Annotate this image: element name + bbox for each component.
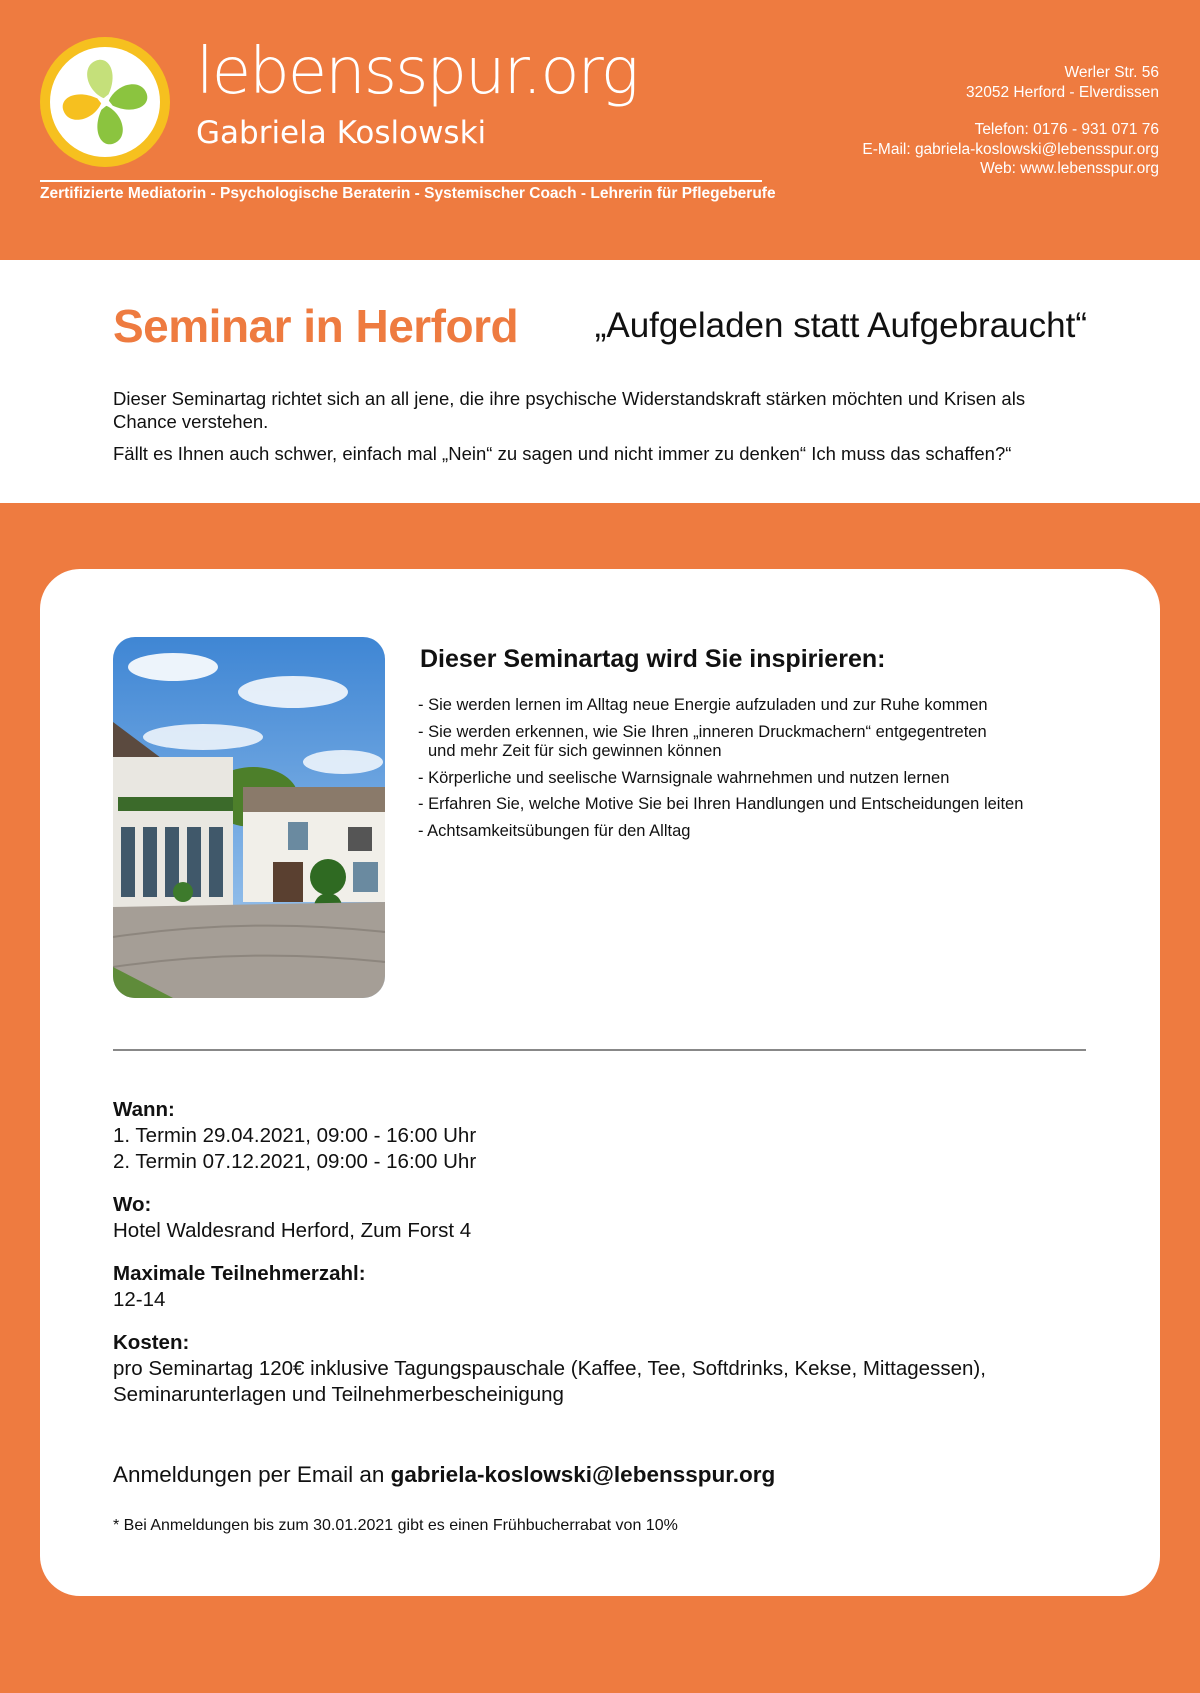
benefit-item: - Achtsamkeitsübungen für den Alltag [418, 821, 691, 840]
signup-prefix: Anmeldungen per Email an [113, 1462, 391, 1487]
cost-label: Kosten: [113, 1331, 190, 1354]
cost-block [113, 1330, 1093, 1408]
seminar-subtitle: „Aufgeladen statt Aufgebraucht“ [594, 306, 1087, 345]
early-bird-footnote: * Bei Anmeldungen bis zum 30.01.2021 gibt es einen Frühbucherrabat von 10% [113, 1517, 678, 1534]
benefits-list [418, 696, 1118, 848]
benefit-item: - Erfahren Sie, welche Motive Sie bei Ihren Handlungen und Entscheidungen leiten [418, 795, 1024, 813]
signup-email-link[interactable]: gabriela-koslowski@lebensspur.org [390, 1462, 776, 1487]
intro-section [0, 260, 1200, 503]
signup-text [113, 1462, 775, 1488]
web-link[interactable]: Web: www.lebensspur.org [980, 160, 1159, 177]
where-value: Hotel Waldesrand Herford, Zum Forst 4 [113, 1219, 472, 1242]
contact-block [862, 63, 1159, 179]
benefit-item: - Körperliche und seelische Warnsignale wahrnehmen und nutzen lernen [418, 768, 950, 787]
brand-name[interactable]: lebensspur.org [196, 35, 638, 109]
when-label: Wann: [113, 1098, 175, 1121]
brand-person: Gabriela Koslowski [196, 115, 487, 151]
email-link[interactable]: E-Mail: gabriela-koslowski@lebensspur.org [862, 140, 1159, 158]
seminar-details [113, 1097, 1093, 1425]
brand-divider [40, 180, 762, 182]
benefit-item: - Sie werden lernen im Alltag neue Energie aufzuladen und zur Ruhe kommen [418, 696, 988, 714]
max-participants-value: 12-14 [113, 1288, 166, 1311]
address-line-2: 32052 Herford - Elverdissen [966, 83, 1159, 101]
benefit-item: - Sie werden erkennen, wie Sie Ihren „inneren Druckmachern“ entgegentreten und mehr Zeit für sich gewinnen können [418, 722, 987, 760]
intro-paragraph-2: Fällt es Ihnen auch schwer, einfach mal „Nein“ zu sagen und nicht immer zu denken“ Ich muss das schaffen?“ [113, 443, 1012, 464]
section-divider [113, 1049, 1086, 1051]
max-participants-label: Maximale Teilnehmerzahl: [113, 1262, 366, 1285]
seminar-title: Seminar in Herford [113, 300, 519, 352]
max-participants-block [113, 1261, 1093, 1313]
where-block [113, 1192, 1093, 1244]
address-line-1: Werler Str. 56 [1064, 64, 1159, 81]
brand-tagline: Zertifizierte Mediatorin - Psychologische Beraterin - Systemischer Coach - Lehrerin für Pflegeberufe [40, 185, 776, 202]
intro-paragraph-1: Dieser Seminartag richtet sich an all jene, die ihre psychische Widerstandskraft stärken möchten und Krisen als Chance verstehen. [113, 388, 1026, 432]
hotel-photo [113, 637, 385, 998]
where-label: Wo: [113, 1193, 152, 1216]
header [0, 0, 1200, 260]
clover-logo-icon[interactable] [40, 37, 170, 167]
seminar-card [40, 569, 1160, 1596]
cost-line-2: Seminarunterlagen und Teilnehmerbescheinigung [113, 1383, 564, 1406]
when-block [113, 1097, 1093, 1175]
cost-line-1: pro Seminartag 120€ inklusive Tagungspauschale (Kaffee, Tee, Softdrinks, Kekse, Mittagessen), [113, 1357, 986, 1380]
when-date-1: 1. Termin 29.04.2021, 09:00 - 16:00 Uhr [113, 1124, 477, 1147]
when-date-2: 2. Termin 07.12.2021, 09:00 - 16:00 Uhr [113, 1150, 477, 1173]
phone-text[interactable]: Telefon: 0176 - 931 071 76 [974, 121, 1159, 138]
intro-text [113, 387, 1093, 465]
benefits-title: Dieser Seminartag wird Sie inspirieren: [420, 645, 886, 673]
